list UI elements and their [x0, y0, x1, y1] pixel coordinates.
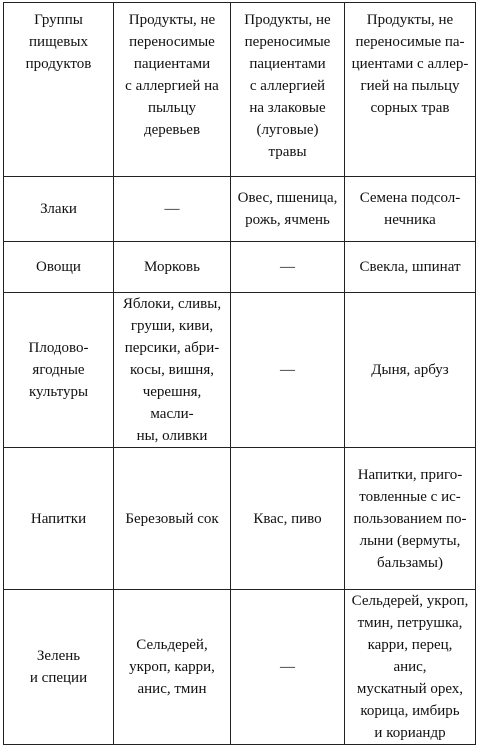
cell-group: Злаки	[4, 177, 114, 242]
cell-grasses: —	[231, 590, 345, 745]
cell-grasses: Овес, пшеница, рожь, ячмень	[231, 177, 345, 242]
cell-trees: —	[114, 177, 231, 242]
cell-trees: Сельдерей, укроп, карри, анис, тмин	[114, 590, 231, 745]
table-row	[4, 590, 476, 745]
cell-grasses: Квас, пиво	[231, 448, 345, 590]
cell-group: Напитки	[4, 448, 114, 590]
allergy-food-table	[3, 2, 476, 745]
table-row	[4, 448, 476, 590]
table-row	[4, 293, 476, 448]
table-header-row	[4, 3, 476, 177]
header-tree-pollen: Продукты, не переносимые пациентами с аллергией на пыльцу деревьев	[114, 3, 231, 177]
cell-weeds: Напитки, приго- товленные с ис- пользованием по- лыни (вермуты, бальзамы)	[345, 448, 476, 590]
header-food-groups: Группы пищевых продуктов	[4, 3, 114, 177]
cell-group: Плодово- ягодные культуры	[4, 293, 114, 448]
header-grass-pollen: Продукты, не переносимые пациентами с аллергией на злаковые (луговые) травы	[231, 3, 345, 177]
cell-grasses: —	[231, 293, 345, 448]
cell-weeds: Сельдерей, укроп, тмин, петрушка, карри, перец, анис, мускатный орех, корица, имбирь и кориандр	[345, 590, 476, 745]
cell-grasses: —	[231, 242, 345, 293]
cell-trees: Яблоки, сливы, груши, киви, персики, абри- косы, вишня, черешня, масли- ны, оливки	[114, 293, 231, 448]
cell-trees: Березовый сок	[114, 448, 231, 590]
cell-trees: Морковь	[114, 242, 231, 293]
cell-weeds: Дыня, арбуз	[345, 293, 476, 448]
cell-group: Зелень и специи	[4, 590, 114, 745]
header-weed-pollen: Продукты, не переносимые па- циентами с аллер- гией на пыльцу сорных трав	[345, 3, 476, 177]
cell-group: Овощи	[4, 242, 114, 293]
table-row	[4, 242, 476, 293]
cell-weeds: Семена подсол- нечника	[345, 177, 476, 242]
cell-weeds: Свекла, шпинат	[345, 242, 476, 293]
table-row	[4, 177, 476, 242]
